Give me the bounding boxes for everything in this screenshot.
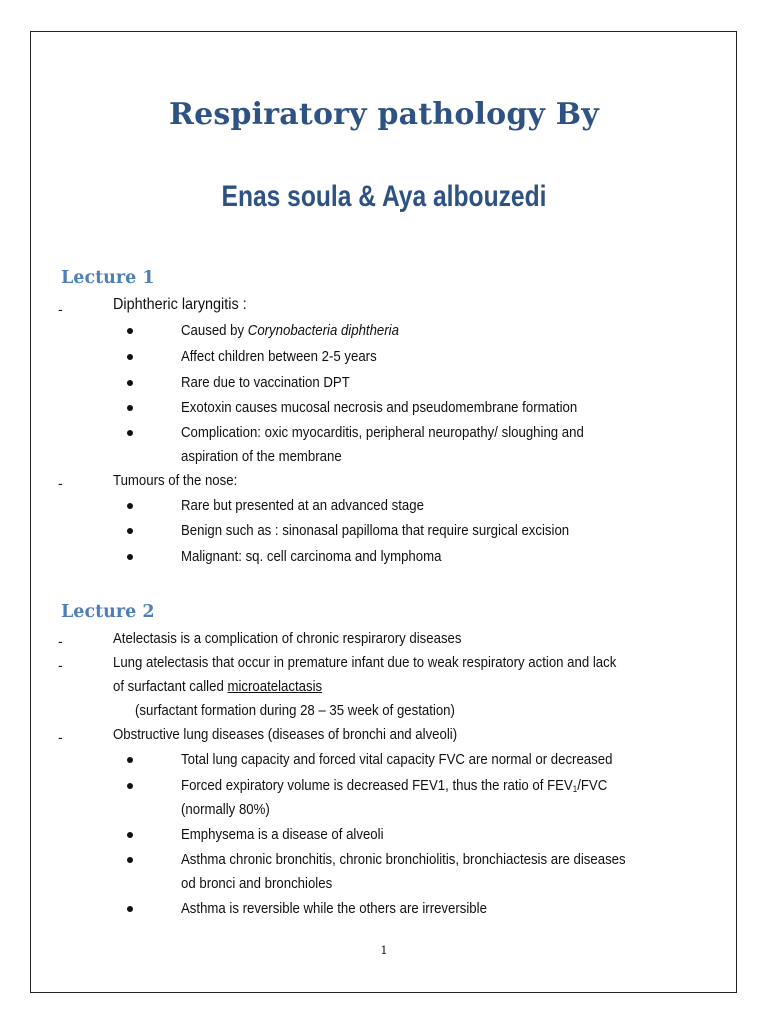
bullet-icon — [127, 783, 133, 789]
list-item: Total lung capacity and forced vital capacity FVC are normal or decreased — [181, 751, 613, 768]
list-item-continuation: aspiration of the membrane — [181, 448, 342, 465]
list-item: Malignant: sq. cell carcinoma and lymphoma — [181, 548, 442, 565]
list-item-diphtheric-laryngitis: Diphtheric laryngitis : — [113, 296, 247, 313]
list-item-lung-atelectasis: Lung atelectasis that occur in premature infant due to weak respiratory action and lack — [113, 654, 617, 671]
list-item: Rare due to vaccination DPT — [181, 374, 350, 391]
bullet-icon — [127, 906, 133, 912]
list-item: Forced expiratory volume is decreased FEV1, thus the ratio of $FEV_1$/FVC — [181, 777, 608, 794]
list-item: Affect children between 2-5 years — [181, 348, 377, 365]
list-item: Emphysema is a disease of alveoli — [181, 826, 384, 843]
list-item: Benign such as : sinonasal papilloma that require surgical excision — [181, 522, 570, 539]
list-item-tumours-of-nose: Tumours of the nose: — [113, 472, 238, 489]
list-item: Rare but presented at an advanced stage — [181, 497, 424, 514]
list-item-atelectasis: Atelectasis is a complication of chronic respirarory diseases — [113, 630, 462, 647]
surfactant-note: (surfactant formation during 28 – 35 week of gestation) — [135, 702, 455, 719]
bullet-icon — [127, 328, 133, 334]
list-item-continuation: od bronci and bronchioles — [181, 875, 333, 892]
page-number: 1 — [380, 944, 388, 957]
list-item: Asthma is reversible while the others are irreversible — [181, 900, 487, 917]
list-dash: - — [58, 301, 63, 317]
document-authors: Enas soula & Aya albouzedi — [221, 180, 547, 213]
list-dash: - — [58, 475, 63, 491]
list-dash: - — [58, 729, 63, 745]
lecture-2-heading: Lecture 2 — [61, 602, 155, 622]
bullet-icon — [127, 405, 133, 411]
list-item: Asthma chronic bronchitis, chronic bronchiolitis, bronchiactesis are diseases — [181, 851, 626, 868]
bullet-icon — [127, 354, 133, 360]
list-item-continuation: (normally 80%) — [181, 801, 270, 818]
list-dash: - — [58, 633, 63, 649]
document-title: Respiratory pathology By — [168, 97, 599, 132]
bullet-icon — [127, 380, 133, 386]
bullet-icon — [127, 528, 133, 534]
list-item-obstructive-lung-diseases: Obstructive lung diseases (diseases of bronchi and alveoli) — [113, 726, 458, 743]
list-item-continuation: of surfactant called microatelactasis — [113, 678, 323, 695]
bullet-icon — [127, 757, 133, 763]
list-item: Caused by Corynobacteria diphtheria — [181, 322, 399, 339]
bullet-icon — [127, 554, 133, 560]
bullet-icon — [127, 857, 133, 863]
lecture-1-heading: Lecture 1 — [61, 268, 155, 288]
list-dash: - — [58, 657, 63, 673]
bullet-icon — [127, 430, 133, 436]
list-item: Complication: oxic myocarditis, peripheral neuropathy/ sloughing and — [181, 424, 584, 441]
list-item: Exotoxin causes mucosal necrosis and pseudomembrane formation — [181, 399, 578, 416]
bullet-icon — [127, 832, 133, 838]
bullet-icon — [127, 503, 133, 509]
